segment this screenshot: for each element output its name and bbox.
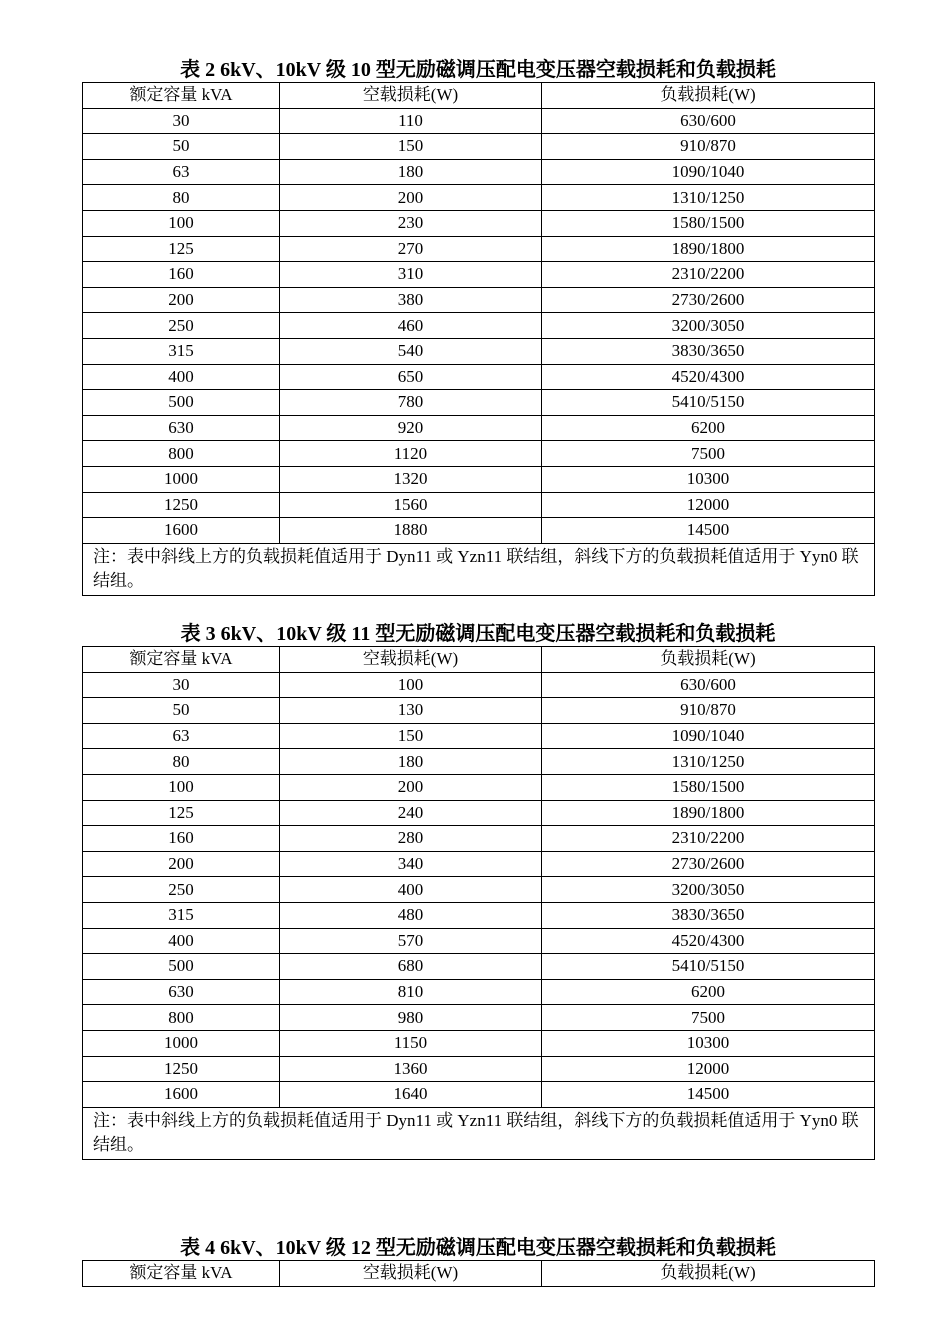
table-row [83,826,875,852]
cell-load-loss: 12000 [542,1056,875,1082]
cell-load-loss: 1890/1800 [542,800,875,826]
cell-capacity: 30 [83,672,280,698]
cell-no-load-loss: 570 [280,928,542,954]
cell-no-load-loss: 310 [280,262,542,288]
note-row [83,543,875,595]
cell-load-loss: 630/600 [542,108,875,134]
header-cell-no-load-loss: 空载损耗(W) [280,83,542,109]
cell-load-loss: 1310/1250 [542,185,875,211]
loss-table [82,82,875,596]
cell-capacity: 1000 [83,1030,280,1056]
cell-capacity: 100 [83,210,280,236]
table-row [83,877,875,903]
cell-capacity: 250 [83,313,280,339]
table-row [83,1030,875,1056]
table-section-4 [82,1236,874,1287]
cell-capacity: 1250 [83,492,280,518]
table-row [83,262,875,288]
cell-load-loss: 1890/1800 [542,236,875,262]
table-row [83,672,875,698]
cell-load-loss: 10300 [542,466,875,492]
table-section-2 [82,58,874,596]
table-row [83,698,875,724]
table-body [83,108,875,543]
cell-no-load-loss: 110 [280,108,542,134]
cell-no-load-loss: 240 [280,800,542,826]
cell-capacity: 30 [83,108,280,134]
table-section-3 [82,622,874,1160]
cell-capacity: 125 [83,800,280,826]
cell-no-load-loss: 1640 [280,1082,542,1108]
cell-load-loss: 3200/3050 [542,877,875,903]
cell-capacity: 80 [83,749,280,775]
table-header-row [83,83,875,109]
table-row [83,774,875,800]
table-note: 注：表中斜线上方的负载损耗值适用于 Dyn11 或 Yzn11 联结组，斜线下方的负载损耗值适用于 Yyn0 联结组。 [83,543,875,595]
cell-capacity: 630 [83,979,280,1005]
table-row [83,415,875,441]
cell-no-load-loss: 650 [280,364,542,390]
cell-no-load-loss: 1150 [280,1030,542,1056]
table-row [83,902,875,928]
cell-load-loss: 14500 [542,518,875,544]
table-row [83,441,875,467]
cell-no-load-loss: 270 [280,236,542,262]
table-row [83,338,875,364]
table-header-row [83,647,875,673]
cell-no-load-loss: 200 [280,774,542,800]
cell-no-load-loss: 400 [280,877,542,903]
table-row [83,390,875,416]
cell-load-loss: 910/870 [542,698,875,724]
cell-no-load-loss: 200 [280,185,542,211]
note-row [83,1107,875,1159]
cell-no-load-loss: 150 [280,723,542,749]
cell-no-load-loss: 1880 [280,518,542,544]
table-caption: 表 4 6kV、10kV 级 12 型无励磁调压配电变压器空载损耗和负载损耗 [180,1237,776,1259]
cell-load-loss: 630/600 [542,672,875,698]
header-cell-load-loss: 负载损耗(W) [542,647,875,673]
table-row [83,1005,875,1031]
table-row [83,492,875,518]
cell-capacity: 63 [83,159,280,185]
cell-capacity: 315 [83,338,280,364]
header-cell-load-loss: 负载损耗(W) [542,83,875,109]
cell-capacity: 400 [83,364,280,390]
cell-capacity: 50 [83,698,280,724]
header-cell-capacity: 额定容量 kVA [83,647,280,673]
cell-no-load-loss: 540 [280,338,542,364]
table-row [83,851,875,877]
cell-no-load-loss: 1560 [280,492,542,518]
cell-no-load-loss: 180 [280,749,542,775]
cell-load-loss: 2730/2600 [542,851,875,877]
table-note: 注：表中斜线上方的负载损耗值适用于 Dyn11 或 Yzn11 联结组，斜线下方的负载损耗值适用于 Yyn0 联结组。 [83,1107,875,1159]
cell-capacity: 500 [83,390,280,416]
table-body [83,672,875,1107]
table-caption: 表 3 6kV、10kV 级 11 型无励磁调压配电变压器空载损耗和负载损耗 [180,623,776,645]
cell-no-load-loss: 920 [280,415,542,441]
cell-load-loss: 1580/1500 [542,210,875,236]
cell-capacity: 250 [83,877,280,903]
cell-load-loss: 7500 [542,1005,875,1031]
cell-capacity: 1000 [83,466,280,492]
cell-capacity: 1250 [83,1056,280,1082]
cell-load-loss: 1090/1040 [542,723,875,749]
cell-no-load-loss: 180 [280,159,542,185]
cell-capacity: 200 [83,851,280,877]
cell-no-load-loss: 480 [280,902,542,928]
header-cell-no-load-loss: 空载损耗(W) [280,1261,542,1287]
cell-load-loss: 2310/2200 [542,826,875,852]
cell-load-loss: 4520/4300 [542,364,875,390]
cell-load-loss: 1580/1500 [542,774,875,800]
table-row [83,287,875,313]
cell-load-loss: 1310/1250 [542,749,875,775]
cell-load-loss: 14500 [542,1082,875,1108]
cell-no-load-loss: 280 [280,826,542,852]
cell-no-load-loss: 810 [280,979,542,1005]
cell-no-load-loss: 130 [280,698,542,724]
table-row [83,1082,875,1108]
cell-load-loss: 5410/5150 [542,390,875,416]
cell-capacity: 500 [83,954,280,980]
header-cell-capacity: 额定容量 kVA [83,1261,280,1287]
cell-capacity: 1600 [83,1082,280,1108]
loss-table [82,1260,875,1287]
cell-load-loss: 3200/3050 [542,313,875,339]
cell-no-load-loss: 1320 [280,466,542,492]
header-cell-load-loss: 负载损耗(W) [542,1261,875,1287]
cell-capacity: 125 [83,236,280,262]
table-row [83,364,875,390]
table-row [83,1056,875,1082]
cell-load-loss: 5410/5150 [542,954,875,980]
table-row [83,159,875,185]
cell-capacity: 80 [83,185,280,211]
cell-capacity: 800 [83,441,280,467]
cell-capacity: 160 [83,826,280,852]
table-row [83,928,875,954]
cell-capacity: 63 [83,723,280,749]
table-row [83,723,875,749]
cell-capacity: 315 [83,902,280,928]
cell-no-load-loss: 380 [280,287,542,313]
cell-capacity: 800 [83,1005,280,1031]
cell-load-loss: 2310/2200 [542,262,875,288]
cell-capacity: 1600 [83,518,280,544]
cell-capacity: 100 [83,774,280,800]
table-row [83,210,875,236]
table-row [83,236,875,262]
table-row [83,954,875,980]
cell-capacity: 200 [83,287,280,313]
cell-load-loss: 4520/4300 [542,928,875,954]
cell-no-load-loss: 1360 [280,1056,542,1082]
cell-load-loss: 910/870 [542,134,875,160]
cell-no-load-loss: 980 [280,1005,542,1031]
cell-load-loss: 6200 [542,979,875,1005]
cell-no-load-loss: 230 [280,210,542,236]
table-row [83,518,875,544]
cell-no-load-loss: 460 [280,313,542,339]
table-row [83,466,875,492]
cell-load-loss: 1090/1040 [542,159,875,185]
cell-no-load-loss: 150 [280,134,542,160]
cell-load-loss: 10300 [542,1030,875,1056]
loss-table [82,646,875,1160]
cell-capacity: 630 [83,415,280,441]
table-row [83,800,875,826]
table-row [83,108,875,134]
header-cell-capacity: 额定容量 kVA [83,83,280,109]
table-row [83,313,875,339]
table-row [83,134,875,160]
table-row [83,979,875,1005]
cell-no-load-loss: 1120 [280,441,542,467]
cell-no-load-loss: 100 [280,672,542,698]
cell-capacity: 400 [83,928,280,954]
cell-load-loss: 2730/2600 [542,287,875,313]
cell-load-loss: 3830/3650 [542,902,875,928]
header-cell-no-load-loss: 空载损耗(W) [280,647,542,673]
table-row [83,749,875,775]
table-row [83,185,875,211]
cell-capacity: 160 [83,262,280,288]
cell-capacity: 50 [83,134,280,160]
cell-load-loss: 6200 [542,415,875,441]
cell-load-loss: 7500 [542,441,875,467]
table-header-row [83,1261,875,1287]
table-caption: 表 2 6kV、10kV 级 10 型无励磁调压配电变压器空载损耗和负载损耗 [180,59,776,81]
cell-load-loss: 12000 [542,492,875,518]
cell-load-loss: 3830/3650 [542,338,875,364]
cell-no-load-loss: 680 [280,954,542,980]
cell-no-load-loss: 780 [280,390,542,416]
cell-no-load-loss: 340 [280,851,542,877]
